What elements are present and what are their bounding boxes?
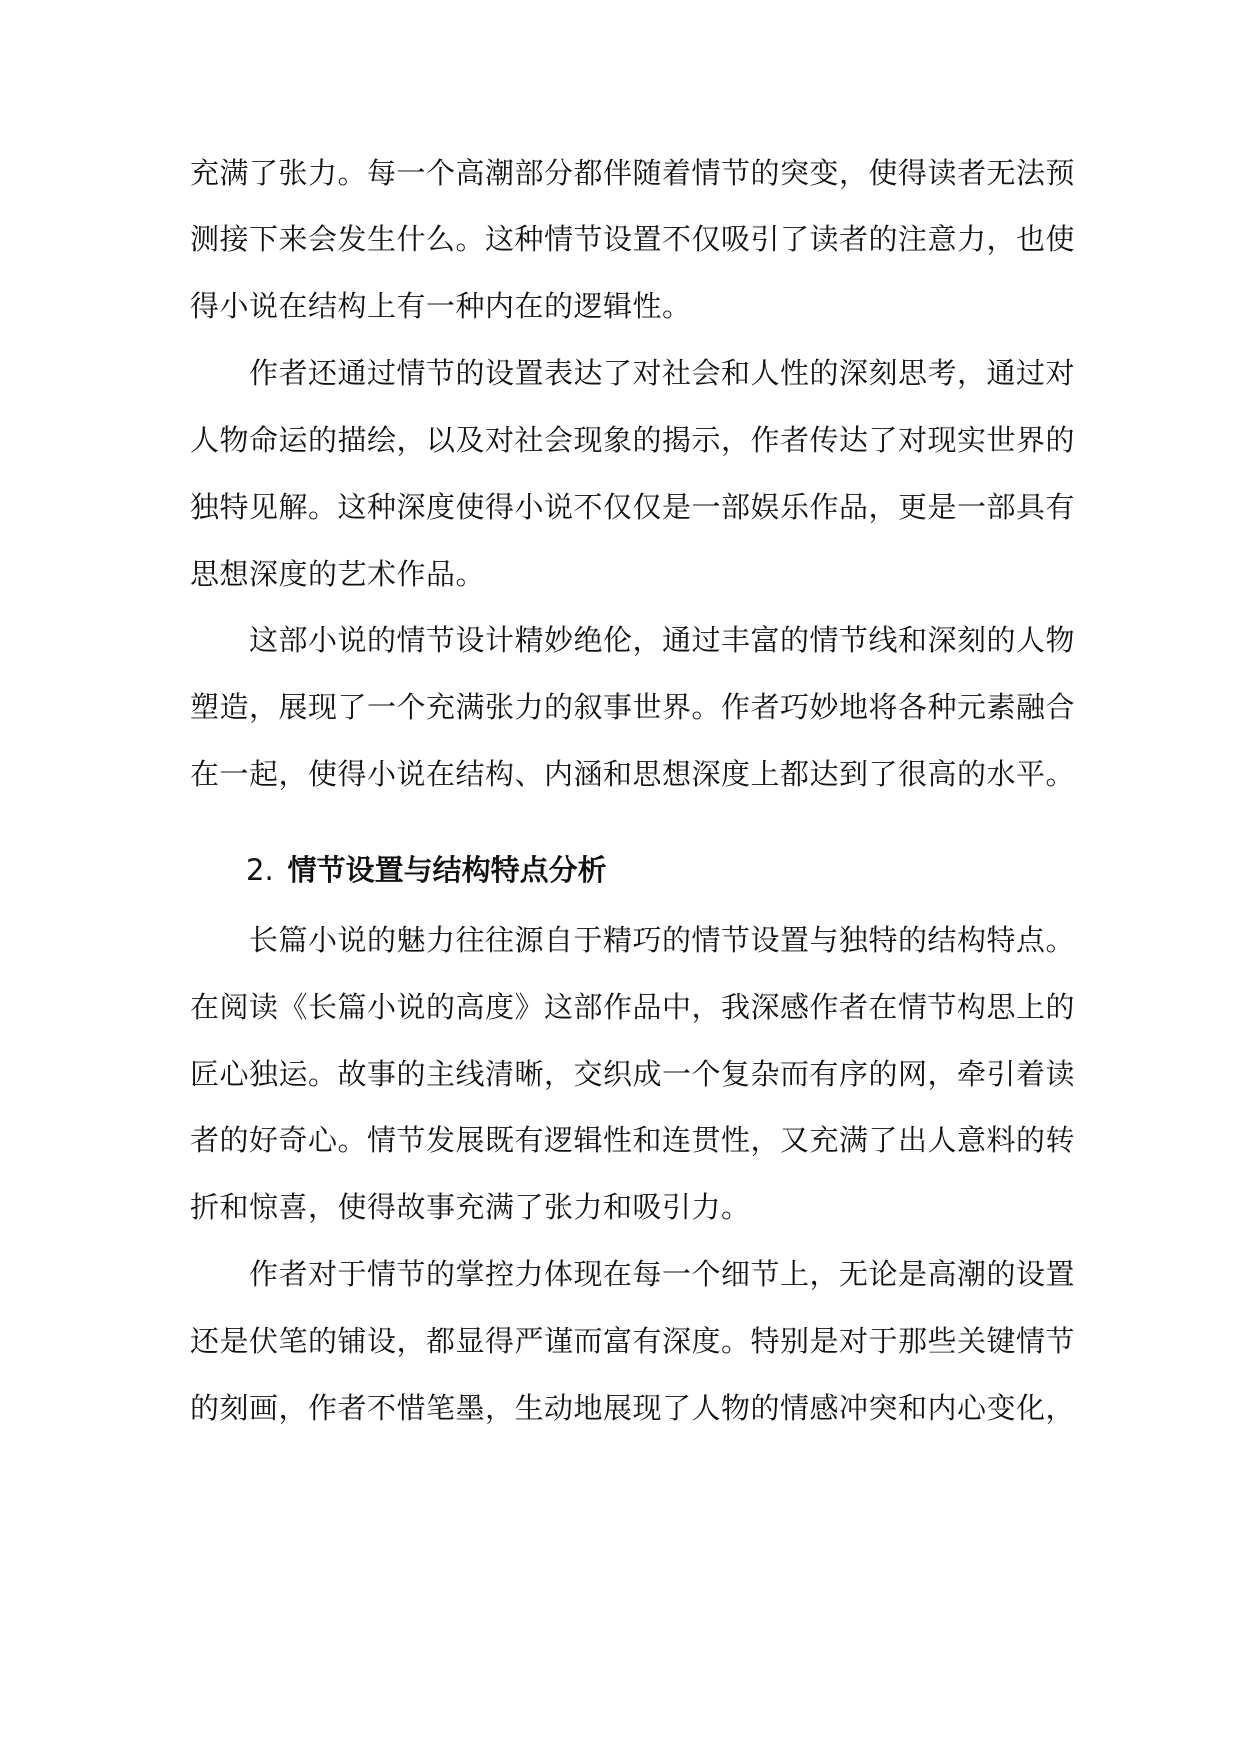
text-line: 折和惊喜，使得故事充满了张力和吸引力。 [190,1190,751,1224]
text-line: 作者对于情节的掌控力体现在每一个细节上，无论是高潮的设置 [249,1257,1076,1291]
text-line: 作者还通过情节的设置表达了对社会和人性的深刻思考，通过对 [249,356,1076,390]
text-line: 得小说在结构上有一种内在的逻辑性。 [190,289,692,323]
text-line: 独特见解。这种深度使得小说不仅仅是一部娱乐作品，更是一部具有 [190,490,1076,524]
text-line: 在阅读《长篇小说的高度》这部作品中，我深感作者在情节构思上的 [190,990,1076,1024]
text-line: 在一起，使得小说在结构、内涵和思想深度上都达到了很高的水平。 [190,757,1076,791]
text-line: 测接下来会发生什么。这种情节设置不仅吸引了读者的注意力，也使 [190,222,1076,256]
text-line: 这部小说的情节设计精妙绝伦，通过丰富的情节线和深刻的人物 [249,623,1076,657]
text-line: 还是伏笔的铺设，都显得严谨而富有深度。特别是对于那些关键情节 [190,1324,1076,1358]
text-line: 充满了张力。每一个高潮部分都伴随着情节的突变，使得读者无法预 [190,156,1076,190]
text-line: 人物命运的描绘，以及对社会现象的揭示，作者传达了对现实世界的 [190,423,1076,457]
text-line: 思想深度的艺术作品。 [190,557,486,591]
text-line: 长篇小说的魅力往往源自于精巧的情节设置与独特的结构特点。 [249,923,1076,957]
text-line: 匠心独运。故事的主线清晰，交织成一个复杂而有序的网，牵引着读 [190,1057,1076,1091]
text-line: 的刻画，作者不惜笔墨，生动地展现了人物的情感冲突和内心变化， [190,1391,1076,1425]
text-line: 塑造，展现了一个充满张力的叙事世界。作者巧妙地将各种元素融合 [190,690,1076,724]
text-line: 者的好奇心。情节发展既有逻辑性和连贯性，又充满了出人意料的转 [190,1123,1076,1157]
section-number: 2. [246,853,274,887]
section-heading [246,850,607,890]
section-title: 情节设置与结构特点分析 [287,853,607,887]
